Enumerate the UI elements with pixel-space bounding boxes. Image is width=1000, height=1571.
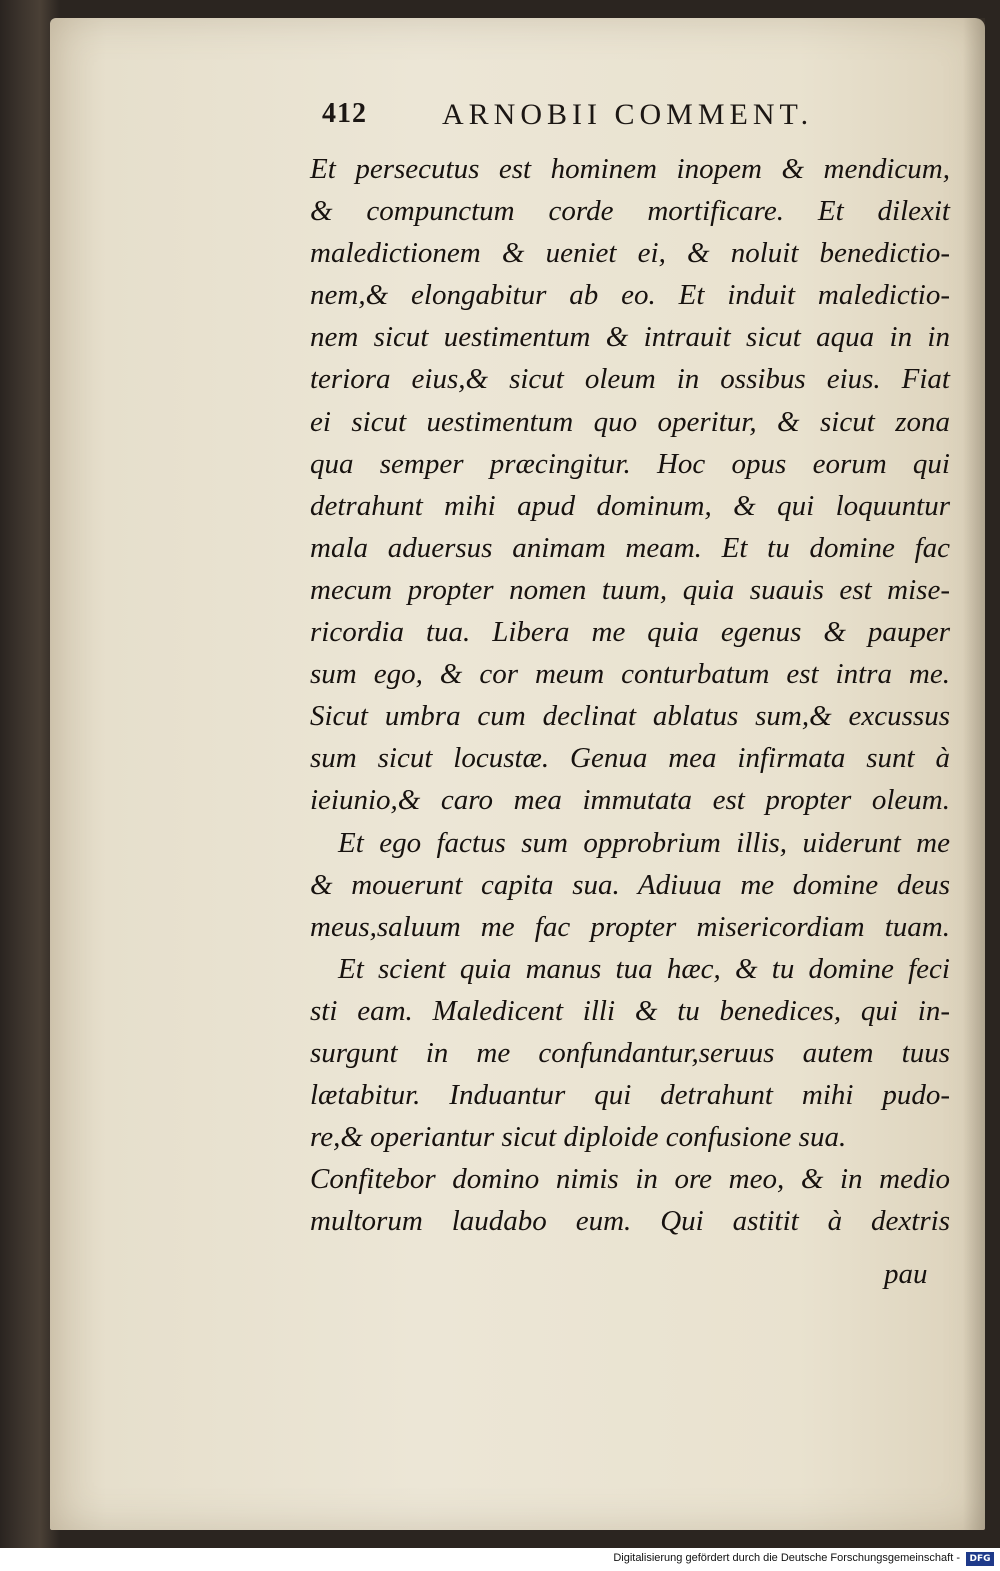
text-line-2: & compunctum corde mortificare. Et dilexit	[310, 195, 950, 228]
text-line-15: sum sicut locustæ. Genua mea infirmata sunt à	[310, 742, 950, 775]
page-gutter-shadow	[963, 18, 985, 1530]
text-line-23: lætabitur. Induantur qui detrahunt mihi pudo-	[310, 1079, 950, 1112]
text-line-17: Et ego factus sum opprobrium illis, uiderunt me	[338, 826, 950, 859]
running-title: ARNOBII COMMENT.	[442, 98, 814, 131]
text-line-26: multorum laudabo eum. Qui astitit à dextris	[310, 1205, 950, 1238]
text-line-18: & mouerunt capita sua. Adiuua me domine deus	[310, 868, 950, 901]
text-line-3: maledictionem & ueniet ei, & noluit benedictio-	[310, 237, 950, 270]
catchword: pau	[884, 1258, 928, 1290]
text-line-4: nem,& elongabitur ab eo. Et induit maledictio-	[310, 279, 950, 312]
text-line-14: Sicut umbra cum declinat ablatus sum,& excussus	[310, 700, 950, 733]
text-line-1: Et persecutus est hominem inopem & mendicum,	[310, 153, 950, 185]
running-head	[322, 98, 882, 138]
text-line-9: detrahunt mihi apud dominum, & qui loquuntur	[310, 489, 950, 522]
text-line-19: meus,saluum me fac propter misericordiam tuam.	[310, 910, 950, 943]
text-line-12: ricordia tua. Libera me quia egenus & pauper	[310, 616, 950, 649]
dfg-logo-icon: DFG	[966, 1552, 994, 1566]
digitization-footer	[0, 1548, 1000, 1571]
text-line-6: teriora eius,& sicut oleum in ossibus eius. Fiat	[310, 363, 950, 396]
text-line-8: qua semper præcingitur. Hoc opus eorum qui	[310, 447, 950, 480]
text-line-13: sum ego, & cor meum conturbatum est intra me.	[310, 658, 950, 691]
text-line-20: Et scient quia manus tua hæc, & tu domine feci	[338, 952, 950, 985]
text-line-7: ei sicut uestimentum quo operitur, & sicut zona	[310, 405, 950, 438]
text-line-21: sti eam. Maledicent illi & tu benedices, qui in-	[310, 994, 950, 1027]
text-line-25: Confitebor domino nimis in ore meo, & in medio	[310, 1163, 950, 1196]
text-line-16: ieiunio,& caro mea immutata est propter oleum.	[310, 784, 950, 817]
text-line-22: surgunt in me confundantur,seruus autem tuus	[310, 1036, 950, 1069]
text-line-10: mala aduersus animam meam. Et tu domine fac	[310, 531, 950, 564]
text-line-5: nem sicut uestimentum & intrauit sicut aqua in in	[310, 321, 950, 354]
text-line-11: mecum propter nomen tuum, quia suauis est mise-	[310, 573, 950, 606]
text-line-24: re,& operiantur sicut diploide confusione sua.	[310, 1121, 847, 1154]
body-text	[310, 148, 950, 1242]
footer-credit: Digitalisierung gefördert durch die Deutsche Forschungsgemeinschaft -	[613, 1552, 960, 1564]
page-number: 412	[322, 98, 367, 129]
